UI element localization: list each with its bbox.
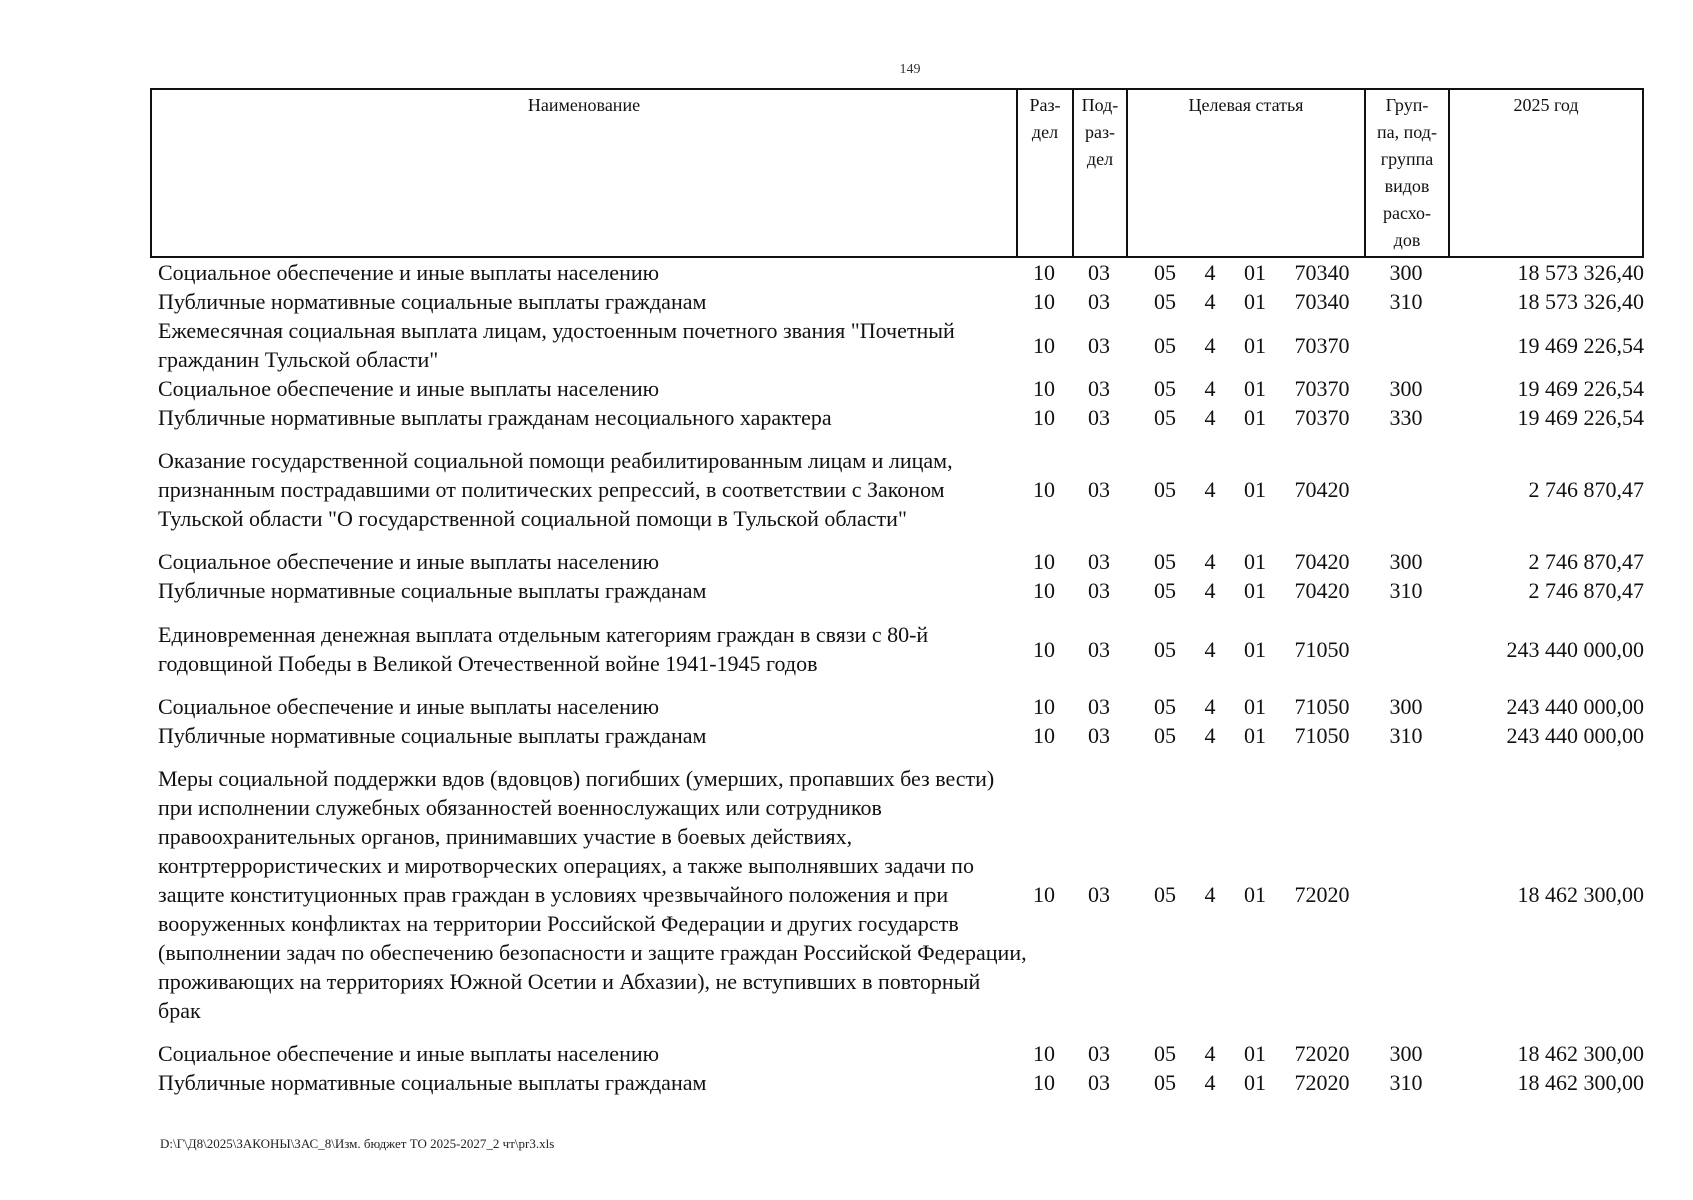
row-c2: 4 — [1204, 289, 1216, 314]
row-c2: 4 — [1204, 636, 1216, 662]
row-c2: 4 — [1204, 1070, 1216, 1095]
row-amount: 2 746 870,47 — [1528, 578, 1644, 603]
row-name: Публичные нормативные социальные выплаты гражданам — [158, 578, 707, 603]
row-amount: 243 440 000,00 — [1506, 723, 1644, 748]
row-c3: 01 — [1244, 1070, 1266, 1095]
row-c1: 05 — [1154, 1070, 1176, 1095]
row-c1: 05 — [1154, 376, 1176, 401]
row-name: Меры социальной поддержки вдов (вдовцов) погибших (умерших, пропавших без вести) при исполнении служебных обязанностей военнослужащих или сотрудников правоохранительных органов, принимавших участие в боевых действиях, контртеррористических и миротворческих операциях, а также выполнявших задачи по защите конституционных прав граждан в условиях чрезвычайного положения и при вооруженных конфликтах на территории Российской Федерации и других государств (выполнении задач по обеспечению безопасности и защите граждан Российской Федерации, проживающих на территориях Южной Осетии и Абхазии), не вступивших в повторный брак — [158, 766, 1027, 1023]
row-c2: 4 — [1204, 332, 1216, 358]
table-row — [150, 403, 1644, 432]
row-c1: 05 — [1154, 1041, 1176, 1066]
row-amount: 19 469 226,54 — [1517, 376, 1644, 401]
row-pr: 03 — [1088, 376, 1110, 401]
row-r: 10 — [1033, 578, 1055, 603]
row-amount: 2 746 870,47 — [1528, 549, 1644, 574]
row-c4: 71050 — [1294, 694, 1350, 719]
table-row — [150, 287, 1644, 316]
row-name: Социальное обеспечение и иные выплаты населению — [158, 260, 660, 285]
row-r: 10 — [1033, 376, 1055, 401]
row-c4: 70340 — [1294, 289, 1350, 314]
row-c3: 01 — [1244, 636, 1266, 662]
row-c4: 70420 — [1294, 549, 1350, 574]
row-c4: 70370 — [1294, 332, 1350, 358]
row-name: Публичные нормативные социальные выплаты гражданам — [158, 1070, 707, 1095]
row-pr: 03 — [1088, 636, 1110, 662]
row-c1: 05 — [1154, 636, 1176, 662]
row-amount: 18 462 300,00 — [1517, 1070, 1644, 1095]
header-podrazdel: Под- раз- дел — [1074, 90, 1128, 256]
row-name: Социальное обеспечение и иные выплаты населению — [158, 694, 660, 719]
row-pr: 03 — [1088, 694, 1110, 719]
row-c1: 05 — [1154, 549, 1176, 574]
row-c2: 4 — [1204, 260, 1216, 285]
row-g: 300 — [1389, 549, 1423, 574]
table-row — [150, 446, 1644, 533]
row-c3: 01 — [1244, 289, 1266, 314]
row-pr: 03 — [1088, 1070, 1110, 1095]
row-c4: 70340 — [1294, 260, 1350, 285]
header-razdel: Раз- дел — [1018, 90, 1074, 256]
table-row — [150, 721, 1644, 750]
table-row — [150, 692, 1644, 721]
row-c2: 4 — [1204, 694, 1216, 719]
row-c3: 01 — [1244, 332, 1266, 358]
row-c3: 01 — [1244, 723, 1266, 748]
row-c4: 71050 — [1294, 723, 1350, 748]
row-c1: 05 — [1154, 882, 1176, 907]
row-pr: 03 — [1088, 332, 1110, 358]
row-g: 310 — [1389, 1070, 1423, 1095]
row-c4: 72020 — [1294, 1041, 1350, 1066]
row-g: 310 — [1389, 289, 1423, 314]
row-c3: 01 — [1244, 1041, 1266, 1066]
row-c4: 70370 — [1294, 405, 1350, 430]
row-pr: 03 — [1088, 477, 1110, 502]
row-r: 10 — [1033, 636, 1055, 662]
row-name: Публичные нормативные социальные выплаты гражданам — [158, 723, 707, 748]
row-r: 10 — [1033, 289, 1055, 314]
table-row — [150, 258, 1644, 287]
row-c3: 01 — [1244, 882, 1266, 907]
row-c2: 4 — [1204, 882, 1216, 907]
row-pr: 03 — [1088, 578, 1110, 603]
row-pr: 03 — [1088, 260, 1110, 285]
row-amount: 18 462 300,00 — [1517, 882, 1644, 907]
row-c1: 05 — [1154, 723, 1176, 748]
row-c3: 01 — [1244, 477, 1266, 502]
header-year: 2025 год — [1513, 95, 1579, 115]
row-pr: 03 — [1088, 723, 1110, 748]
row-g: 300 — [1389, 694, 1423, 719]
row-c1: 05 — [1154, 289, 1176, 314]
row-c3: 01 — [1244, 549, 1266, 574]
row-c1: 05 — [1154, 694, 1176, 719]
row-g: 330 — [1389, 405, 1423, 430]
row-c2: 4 — [1204, 376, 1216, 401]
table-row — [150, 576, 1644, 605]
row-amount: 19 469 226,54 — [1517, 332, 1644, 358]
row-amount: 243 440 000,00 — [1506, 694, 1644, 719]
row-c3: 01 — [1244, 694, 1266, 719]
header-group: Груп- па, под- группа видов расхо- дов — [1366, 90, 1450, 256]
header-target: Целевая статья — [1128, 90, 1366, 256]
table-row — [150, 620, 1644, 678]
row-c3: 01 — [1244, 376, 1266, 401]
row-pr: 03 — [1088, 882, 1110, 907]
table-row — [150, 1039, 1644, 1068]
row-c4: 72020 — [1294, 882, 1350, 907]
row-g: 300 — [1389, 376, 1423, 401]
row-r: 10 — [1033, 549, 1055, 574]
row-r: 10 — [1033, 882, 1055, 907]
row-c1: 05 — [1154, 332, 1176, 358]
row-c1: 05 — [1154, 477, 1176, 502]
row-amount: 2 746 870,47 — [1528, 477, 1644, 502]
row-c4: 70370 — [1294, 376, 1350, 401]
row-r: 10 — [1033, 405, 1055, 430]
row-r: 10 — [1033, 477, 1055, 502]
row-name: Социальное обеспечение и иные выплаты населению — [158, 1041, 660, 1066]
row-c2: 4 — [1204, 723, 1216, 748]
row-amount: 18 573 326,40 — [1517, 289, 1644, 314]
row-r: 10 — [1033, 1041, 1055, 1066]
row-g: 310 — [1389, 723, 1423, 748]
row-c2: 4 — [1204, 1041, 1216, 1066]
row-pr: 03 — [1088, 405, 1110, 430]
row-r: 10 — [1033, 260, 1055, 285]
row-name: Социальное обеспечение и иные выплаты населению — [158, 376, 660, 401]
row-amount: 18 462 300,00 — [1517, 1041, 1644, 1066]
row-pr: 03 — [1088, 1041, 1110, 1066]
row-r: 10 — [1033, 1070, 1055, 1095]
table-row — [150, 547, 1644, 576]
row-name: Социальное обеспечение и иные выплаты населению — [158, 549, 660, 574]
row-c4: 70420 — [1294, 477, 1350, 502]
row-c2: 4 — [1204, 477, 1216, 502]
row-name: Ежемесячная социальная выплата лицам, удостоенным почетного звания "Почетный гражданин Тульской области" — [158, 318, 955, 372]
row-r: 10 — [1033, 694, 1055, 719]
file-path: D:\Г\Д8\2025\ЗАКОНЫ\ЗАС_8\Изм. бюджет ТО 2025-2027_2 чт\pr3.xls — [160, 1136, 555, 1151]
row-c4: 72020 — [1294, 1070, 1350, 1095]
row-amount: 18 573 326,40 — [1517, 260, 1644, 285]
row-c2: 4 — [1204, 405, 1216, 430]
row-c4: 70420 — [1294, 578, 1350, 603]
row-c1: 05 — [1154, 260, 1176, 285]
header-name — [152, 90, 1018, 256]
row-amount: 243 440 000,00 — [1506, 636, 1644, 662]
header-name-label: Наименование — [527, 95, 641, 115]
row-pr: 03 — [1088, 549, 1110, 574]
row-g: 310 — [1389, 578, 1423, 603]
row-r: 10 — [1033, 332, 1055, 358]
row-name: Единовременная денежная выплата отдельным категориям граждан в связи с 80-й годовщиной Победы в Великой Отечественной войне 1941-1945 годов — [158, 622, 929, 676]
row-c3: 01 — [1244, 405, 1266, 430]
row-c3: 01 — [1244, 578, 1266, 603]
row-r: 10 — [1033, 723, 1055, 748]
row-c1: 05 — [1154, 578, 1176, 603]
row-amount: 19 469 226,54 — [1517, 405, 1644, 430]
row-name: Оказание государственной социальной помощи реабилитированным лицам и лицам, признанным пострадавшими от политических репрессий, в соответствии с Законом Тульской области "О государственной социальной помощи в Тульской области" — [158, 448, 953, 531]
row-c2: 4 — [1204, 578, 1216, 603]
row-c1: 05 — [1154, 405, 1176, 430]
page-number: 149 — [899, 62, 921, 77]
table-row — [150, 374, 1644, 403]
row-g: 300 — [1389, 1041, 1423, 1066]
row-name: Публичные нормативные социальные выплаты гражданам — [158, 289, 707, 314]
table-row — [150, 764, 1644, 1025]
table-header — [150, 88, 1644, 258]
row-g: 300 — [1389, 260, 1423, 285]
row-c4: 71050 — [1294, 636, 1350, 662]
row-c3: 01 — [1244, 260, 1266, 285]
row-pr: 03 — [1088, 289, 1110, 314]
row-c2: 4 — [1204, 549, 1216, 574]
row-name: Публичные нормативные выплаты гражданам несоциального характера — [158, 405, 832, 430]
table-row — [150, 1068, 1644, 1097]
table-row — [150, 316, 1644, 374]
